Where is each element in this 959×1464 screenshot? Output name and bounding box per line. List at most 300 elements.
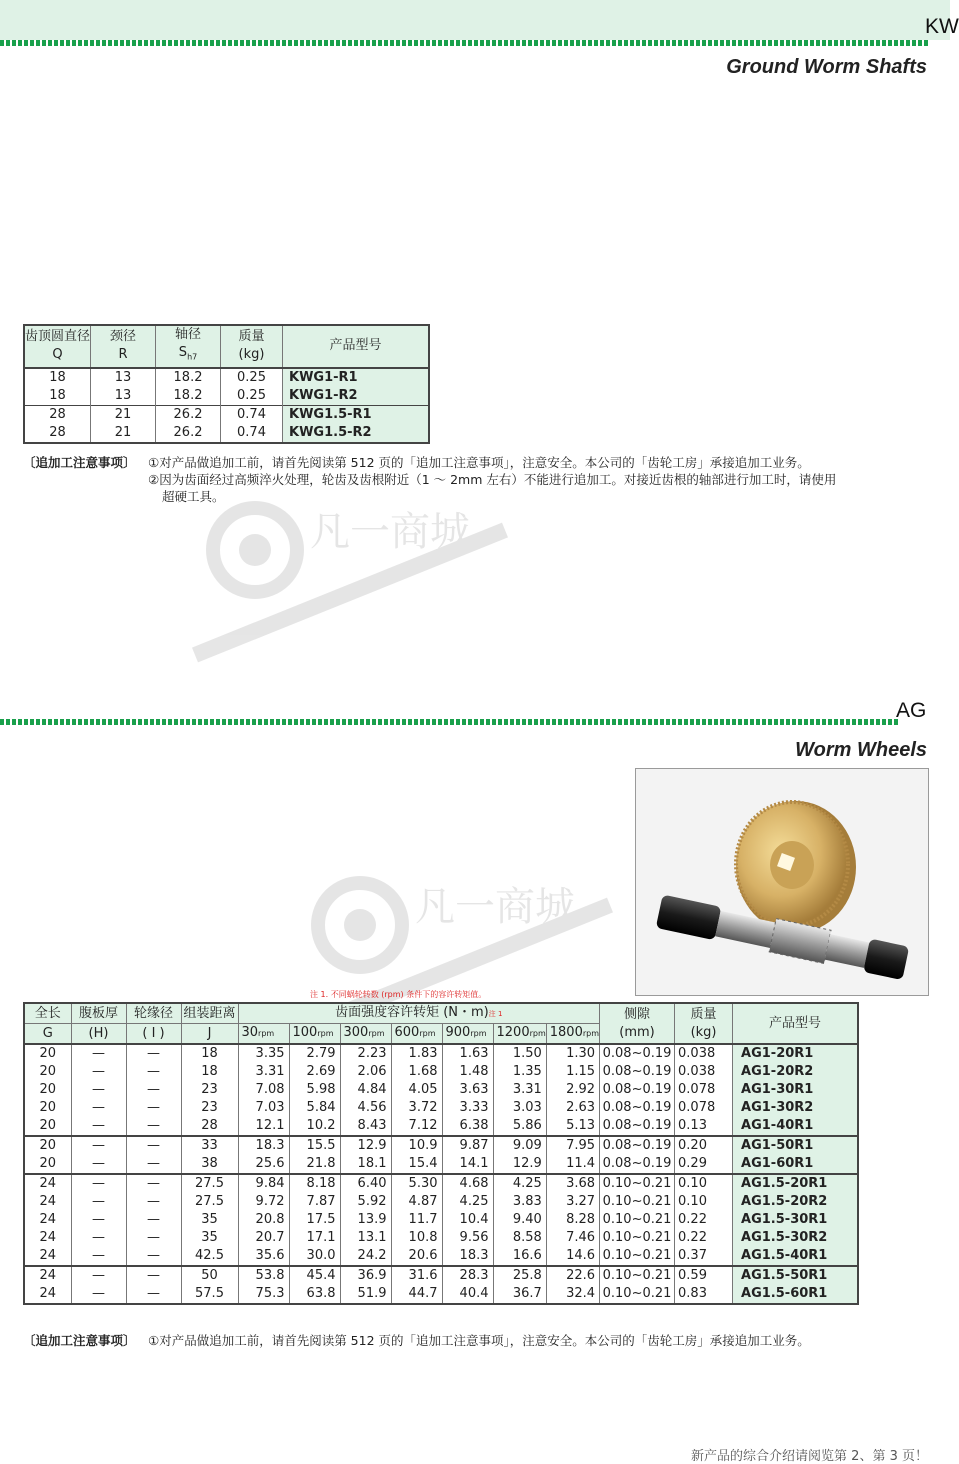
col-header-r: 颈径 R (91, 325, 156, 368)
cell-torque: 1.68 (391, 1063, 442, 1081)
cell-backlash: 0.10~0.21 (600, 1193, 675, 1211)
cell-i: — (126, 1136, 181, 1155)
col-header-q: 齿顶圆直径 Q (24, 325, 91, 368)
header-band (0, 0, 950, 40)
col-header-rpm (289, 1024, 340, 1045)
cell-torque: 2.63 (546, 1099, 599, 1117)
cell-i: — (126, 1285, 181, 1304)
cell-torque: 5.13 (546, 1117, 599, 1136)
cell-j: 28 (181, 1117, 238, 1136)
cell-j: 18 (181, 1044, 238, 1063)
cell-g: 24 (24, 1174, 71, 1193)
rpm-unit: rpm (419, 1029, 436, 1038)
cell-g: 20 (24, 1081, 71, 1099)
cell-torque: 3.33 (442, 1099, 493, 1117)
cell-torque: 30.0 (289, 1247, 340, 1266)
cell-mass: 0.078 (675, 1099, 733, 1117)
cell-torque: 36.7 (493, 1285, 546, 1304)
cell-torque: 9.56 (442, 1229, 493, 1247)
cell-j: 35 (181, 1229, 238, 1247)
cell-j: 35 (181, 1211, 238, 1229)
cell-torque: 75.3 (238, 1285, 289, 1304)
table-row (24, 387, 429, 406)
cell-torque: 18.1 (340, 1155, 391, 1174)
col-header-h: 腹板厚 (71, 1003, 126, 1024)
cell-torque: 32.4 (546, 1285, 599, 1304)
table-row (24, 368, 429, 387)
cell-model: AG1-30R2 (733, 1099, 858, 1117)
cell-mass: 0.22 (675, 1229, 733, 1247)
notes-section-2 (23, 1332, 928, 1352)
cell-torque: 3.83 (493, 1193, 546, 1211)
cell-torque: 9.09 (493, 1136, 546, 1155)
cell-i: — (126, 1229, 181, 1247)
cell-backlash: 0.10~0.21 (600, 1174, 675, 1193)
cell-backlash: 0.08~0.19 (600, 1155, 675, 1174)
cell-i: — (126, 1174, 181, 1193)
section-tag-ag: AG (896, 699, 927, 722)
cell-torque: 9.72 (238, 1193, 289, 1211)
cell-h: — (71, 1063, 126, 1081)
cell-torque: 12.1 (238, 1117, 289, 1136)
cell-torque: 4.05 (391, 1081, 442, 1099)
cell-j: 33 (181, 1136, 238, 1155)
cell-backlash: 0.08~0.19 (600, 1117, 675, 1136)
cell-torque: 9.84 (238, 1174, 289, 1193)
cell-torque: 3.27 (546, 1193, 599, 1211)
cell-torque: 13.1 (340, 1229, 391, 1247)
cell-h: — (71, 1266, 126, 1285)
cell-mass: 0.74 (221, 424, 283, 443)
cell-torque: 12.9 (340, 1136, 391, 1155)
cell-torque: 7.87 (289, 1193, 340, 1211)
cell-mass: 0.25 (221, 368, 283, 387)
wheel-spec-table (23, 1002, 859, 1305)
col-header-model: 产品型号 (733, 1003, 858, 1044)
cell-g: 20 (24, 1155, 71, 1174)
cell-torque: 2.23 (340, 1044, 391, 1063)
cell-torque: 3.31 (493, 1081, 546, 1099)
cell-torque: 9.87 (442, 1136, 493, 1155)
cell-torque: 53.8 (238, 1266, 289, 1285)
rpm-value: 1200 (496, 1025, 530, 1040)
product-photo (635, 768, 929, 996)
chain-divider-top (0, 40, 930, 46)
cell-torque: 8.28 (546, 1211, 599, 1229)
cell-backlash: 0.10~0.21 (600, 1285, 675, 1304)
rpm-unit: rpm (317, 1029, 334, 1038)
table-row (24, 405, 429, 424)
cell-q: 28 (24, 424, 91, 443)
cell-model: KWG1-R1 (283, 368, 429, 387)
rpm-value: 100 (292, 1025, 318, 1040)
cell-h: — (71, 1081, 126, 1099)
cell-torque: 18.3 (238, 1136, 289, 1155)
col-header-rpm (493, 1024, 546, 1045)
cell-torque: 24.2 (340, 1247, 391, 1266)
cell-j: 23 (181, 1099, 238, 1117)
note-line: ①对产品做追加工前，请首先阅读第 512 页的「追加工注意事项」，注意安全。本公司的「齿轮工房」承接追加工业务。 (148, 455, 810, 470)
cell-torque: 13.9 (340, 1211, 391, 1229)
cell-j: 50 (181, 1266, 238, 1285)
rpm-value: 900 (445, 1025, 471, 1040)
cell-h: — (71, 1044, 126, 1063)
cell-g: 20 (24, 1063, 71, 1081)
cell-r: 21 (91, 424, 156, 443)
table-row (24, 1211, 858, 1229)
col-header-rpm (442, 1024, 493, 1045)
cell-g: 24 (24, 1285, 71, 1304)
cell-torque: 15.5 (289, 1136, 340, 1155)
cell-torque: 45.4 (289, 1266, 340, 1285)
table-row (24, 1174, 858, 1193)
cell-h: — (71, 1155, 126, 1174)
cell-torque: 7.03 (238, 1099, 289, 1117)
col-header-rpm (340, 1024, 391, 1045)
cell-torque: 5.92 (340, 1193, 391, 1211)
rpm-value: 600 (394, 1025, 420, 1040)
cell-backlash: 0.08~0.19 (600, 1063, 675, 1081)
cell-mass: 0.038 (675, 1044, 733, 1063)
cell-i: — (126, 1193, 181, 1211)
cell-torque: 28.3 (442, 1266, 493, 1285)
rpm-unit: rpm (258, 1029, 275, 1038)
table-row (24, 1155, 858, 1174)
rpm-unit: rpm (582, 1029, 600, 1038)
col-header-i: 轮缘径 (126, 1003, 181, 1024)
cell-torque: 5.84 (289, 1099, 340, 1117)
col-header-g-sym: G (24, 1024, 71, 1045)
cell-torque: 20.6 (391, 1247, 442, 1266)
notes-label: 〔追加工注意事项〕 (23, 1333, 136, 1348)
cell-h: — (71, 1285, 126, 1304)
cell-torque: 4.25 (493, 1174, 546, 1193)
cell-s: 26.2 (156, 405, 221, 424)
cell-torque: 15.4 (391, 1155, 442, 1174)
cell-g: 20 (24, 1117, 71, 1136)
cell-mass: 0.37 (675, 1247, 733, 1266)
col-header-rpm (546, 1024, 599, 1045)
cell-model: AG1-40R1 (733, 1117, 858, 1136)
cell-torque: 5.86 (493, 1117, 546, 1136)
col-header-g: 全长 (24, 1003, 71, 1024)
cell-g: 20 (24, 1136, 71, 1155)
cell-torque: 10.8 (391, 1229, 442, 1247)
col-header-mass: 质量 (kg) (221, 325, 283, 368)
cell-mass: 0.13 (675, 1117, 733, 1136)
cell-mass: 0.078 (675, 1081, 733, 1099)
table-row (24, 1063, 858, 1081)
col-header-mass: 质量 (kg) (675, 1003, 733, 1044)
wheel-row-group (24, 1136, 858, 1174)
cell-torque: 11.4 (546, 1155, 599, 1174)
cell-backlash: 0.10~0.21 (600, 1266, 675, 1285)
cell-backlash: 0.08~0.19 (600, 1044, 675, 1063)
col-header-backlash: 侧隙 (mm) (600, 1003, 675, 1044)
cell-model: AG1.5-30R1 (733, 1211, 858, 1229)
cell-torque: 20.7 (238, 1229, 289, 1247)
table-row (24, 1285, 858, 1304)
cell-torque: 35.6 (238, 1247, 289, 1266)
torque-footnote: 注 1. 不同蜗轮转数 (rpm) 条件下的容许转矩值。 (310, 990, 487, 999)
cell-i: — (126, 1117, 181, 1136)
cell-torque: 20.8 (238, 1211, 289, 1229)
cell-torque: 4.68 (442, 1174, 493, 1193)
table-row (24, 1081, 858, 1099)
cell-torque: 3.72 (391, 1099, 442, 1117)
note-line: 超硬工具。 (162, 489, 225, 504)
cell-mass: 0.10 (675, 1174, 733, 1193)
cell-torque: 21.8 (289, 1155, 340, 1174)
cell-model: AG1.5-20R1 (733, 1174, 858, 1193)
note-line: ①对产品做追加工前，请首先阅读第 512 页的「追加工注意事项」，注意安全。本公司的「齿轮工房」承接追加工业务。 (148, 1333, 810, 1348)
table-row (24, 424, 429, 443)
cell-torque: 3.63 (442, 1081, 493, 1099)
cell-torque: 7.12 (391, 1117, 442, 1136)
col-header-j: 组装距离 (181, 1003, 238, 1024)
cell-torque: 4.87 (391, 1193, 442, 1211)
cell-model: KWG1.5-R2 (283, 424, 429, 443)
footer-note: 新产品的综合介绍请阅览第 2、第 3 页！ (691, 1449, 928, 1464)
cell-i: — (126, 1266, 181, 1285)
cell-torque: 6.40 (340, 1174, 391, 1193)
table-row (24, 1099, 858, 1117)
cell-j: 27.5 (181, 1174, 238, 1193)
col-header-rpm (238, 1024, 289, 1045)
rpm-value: 30 (241, 1025, 259, 1040)
cell-torque: 6.38 (442, 1117, 493, 1136)
cell-torque: 7.95 (546, 1136, 599, 1155)
cell-torque: 10.2 (289, 1117, 340, 1136)
rpm-value: 300 (343, 1025, 369, 1040)
cell-h: — (71, 1211, 126, 1229)
cell-torque: 1.83 (391, 1044, 442, 1063)
cell-torque: 2.06 (340, 1063, 391, 1081)
cell-i: — (126, 1044, 181, 1063)
cell-s: 18.2 (156, 368, 221, 387)
table-row (24, 1247, 858, 1266)
note-line: ②因为齿面经过高频淬火处理，轮齿及齿根附近（1 ～ 2mm 左右）不能进行追加工。对接近齿根的轴部进行加工时，请使用 (148, 472, 837, 487)
cell-torque: 10.9 (391, 1136, 442, 1155)
cell-torque: 11.7 (391, 1211, 442, 1229)
cell-i: — (126, 1155, 181, 1174)
shaft-row-group (24, 405, 429, 443)
cell-mass: 0.59 (675, 1266, 733, 1285)
col-header-rpm (391, 1024, 442, 1045)
cell-h: — (71, 1193, 126, 1211)
cell-mass: 0.29 (675, 1155, 733, 1174)
notes-label: 〔追加工注意事项〕 (23, 455, 136, 470)
col-header-model: 产品型号 (283, 325, 429, 368)
cell-g: 20 (24, 1099, 71, 1117)
notes-section-1 (23, 454, 928, 514)
cell-mass: 0.25 (221, 387, 283, 406)
cell-backlash: 0.10~0.21 (600, 1211, 675, 1229)
cell-model: AG1-20R2 (733, 1063, 858, 1081)
cell-torque: 16.6 (493, 1247, 546, 1266)
cell-g: 24 (24, 1229, 71, 1247)
cell-mass: 0.74 (221, 405, 283, 424)
cell-torque: 1.48 (442, 1063, 493, 1081)
cell-torque: 1.63 (442, 1044, 493, 1063)
rpm-unit: rpm (368, 1029, 385, 1038)
cell-torque: 10.4 (442, 1211, 493, 1229)
wheel-row-group (24, 1266, 858, 1304)
svg-text:凡一商城: 凡一商城 (310, 509, 470, 555)
cell-torque: 17.1 (289, 1229, 340, 1247)
cell-torque: 1.35 (493, 1063, 546, 1081)
cell-q: 28 (24, 405, 91, 424)
cell-model: KWG1.5-R1 (283, 405, 429, 424)
cell-h: — (71, 1117, 126, 1136)
section-tag-kw: KW (925, 15, 959, 38)
cell-h: — (71, 1099, 126, 1117)
cell-torque: 14.1 (442, 1155, 493, 1174)
cell-torque: 3.35 (238, 1044, 289, 1063)
table-row (24, 1117, 858, 1136)
cell-torque: 4.25 (442, 1193, 493, 1211)
cell-torque: 5.98 (289, 1081, 340, 1099)
cell-mass: 0.22 (675, 1211, 733, 1229)
table-row (24, 1193, 858, 1211)
cell-model: AG1.5-30R2 (733, 1229, 858, 1247)
section-title-shafts: Ground Worm Shafts (726, 56, 927, 78)
cell-i: — (126, 1063, 181, 1081)
cell-torque: 40.4 (442, 1285, 493, 1304)
cell-backlash: 0.10~0.21 (600, 1229, 675, 1247)
shaft-row-group (24, 368, 429, 406)
wheel-row-group (24, 1044, 858, 1136)
cell-torque: 22.6 (546, 1266, 599, 1285)
rpm-unit: rpm (470, 1029, 487, 1038)
cell-j: 27.5 (181, 1193, 238, 1211)
cell-torque: 44.7 (391, 1285, 442, 1304)
cell-g: 24 (24, 1211, 71, 1229)
cell-g: 24 (24, 1193, 71, 1211)
cell-torque: 2.69 (289, 1063, 340, 1081)
table-row (24, 1229, 858, 1247)
col-header-torque: 齿面强度容许转矩 (N・m)注 1 (238, 1003, 600, 1024)
table-row (24, 1266, 858, 1285)
cell-torque: 31.6 (391, 1266, 442, 1285)
section-title-wheels: Worm Wheels (795, 739, 927, 761)
cell-torque: 36.9 (340, 1266, 391, 1285)
cell-model: AG1-50R1 (733, 1136, 858, 1155)
cell-mass: 0.038 (675, 1063, 733, 1081)
cell-model: AG1-30R1 (733, 1081, 858, 1099)
cell-r: 21 (91, 405, 156, 424)
cell-torque: 8.18 (289, 1174, 340, 1193)
col-header-h-sym: (H) (71, 1024, 126, 1045)
cell-h: — (71, 1247, 126, 1266)
cell-torque: 17.5 (289, 1211, 340, 1229)
cell-torque: 14.6 (546, 1247, 599, 1266)
svg-text:凡一商城: 凡一商城 (415, 884, 575, 930)
shaft-spec-table (23, 324, 430, 444)
cell-r: 13 (91, 387, 156, 406)
rpm-value: 1800 (549, 1025, 583, 1040)
worm-gear-illustration (636, 769, 928, 995)
cell-backlash: 0.08~0.19 (600, 1081, 675, 1099)
table-row (24, 1136, 858, 1155)
cell-torque: 63.8 (289, 1285, 340, 1304)
cell-torque: 1.30 (546, 1044, 599, 1063)
cell-torque: 1.15 (546, 1063, 599, 1081)
cell-torque: 5.30 (391, 1174, 442, 1193)
cell-q: 18 (24, 387, 91, 406)
cell-s: 26.2 (156, 424, 221, 443)
table-row (24, 1044, 858, 1063)
cell-h: — (71, 1229, 126, 1247)
col-header-i-sym: ( I ) (126, 1024, 181, 1045)
cell-g: 20 (24, 1044, 71, 1063)
cell-q: 18 (24, 368, 91, 387)
cell-torque: 7.46 (546, 1229, 599, 1247)
rpm-unit: rpm (529, 1029, 546, 1038)
cell-model: AG1-60R1 (733, 1155, 858, 1174)
cell-torque: 1.50 (493, 1044, 546, 1063)
col-header-s: 轴径 $S_{h7}$ (156, 325, 221, 368)
cell-i: — (126, 1247, 181, 1266)
cell-torque: 7.08 (238, 1081, 289, 1099)
cell-g: 24 (24, 1247, 71, 1266)
cell-torque: 3.03 (493, 1099, 546, 1117)
cell-torque: 18.3 (442, 1247, 493, 1266)
cell-j: 57.5 (181, 1285, 238, 1304)
cell-g: 24 (24, 1266, 71, 1285)
cell-torque: 4.56 (340, 1099, 391, 1117)
cell-s: 18.2 (156, 387, 221, 406)
cell-r: 13 (91, 368, 156, 387)
cell-i: — (126, 1099, 181, 1117)
cell-torque: 51.9 (340, 1285, 391, 1304)
cell-model: AG1.5-40R1 (733, 1247, 858, 1266)
cell-i: — (126, 1211, 181, 1229)
cell-torque: 25.6 (238, 1155, 289, 1174)
cell-j: 42.5 (181, 1247, 238, 1266)
chain-divider-mid (0, 719, 900, 725)
cell-torque: 2.92 (546, 1081, 599, 1099)
cell-mass: 0.83 (675, 1285, 733, 1304)
cell-torque: 12.9 (493, 1155, 546, 1174)
cell-h: — (71, 1174, 126, 1193)
cell-j: 23 (181, 1081, 238, 1099)
cell-model: AG1-20R1 (733, 1044, 858, 1063)
cell-torque: 3.31 (238, 1063, 289, 1081)
cell-torque: 3.68 (546, 1174, 599, 1193)
cell-mass: 0.10 (675, 1193, 733, 1211)
cell-model: AG1.5-50R1 (733, 1266, 858, 1285)
cell-mass: 0.20 (675, 1136, 733, 1155)
cell-model: AG1.5-20R2 (733, 1193, 858, 1211)
cell-torque: 2.79 (289, 1044, 340, 1063)
cell-j: 18 (181, 1063, 238, 1081)
cell-backlash: 0.10~0.21 (600, 1247, 675, 1266)
wheel-row-group (24, 1174, 858, 1266)
cell-torque: 25.8 (493, 1266, 546, 1285)
col-header-j-sym: J (181, 1024, 238, 1045)
cell-h: — (71, 1136, 126, 1155)
cell-model: KWG1-R2 (283, 387, 429, 406)
cell-j: 38 (181, 1155, 238, 1174)
cell-backlash: 0.08~0.19 (600, 1136, 675, 1155)
cell-model: AG1.5-60R1 (733, 1285, 858, 1304)
cell-backlash: 0.08~0.19 (600, 1099, 675, 1117)
cell-torque: 8.43 (340, 1117, 391, 1136)
cell-torque: 4.84 (340, 1081, 391, 1099)
cell-i: — (126, 1081, 181, 1099)
cell-torque: 8.58 (493, 1229, 546, 1247)
